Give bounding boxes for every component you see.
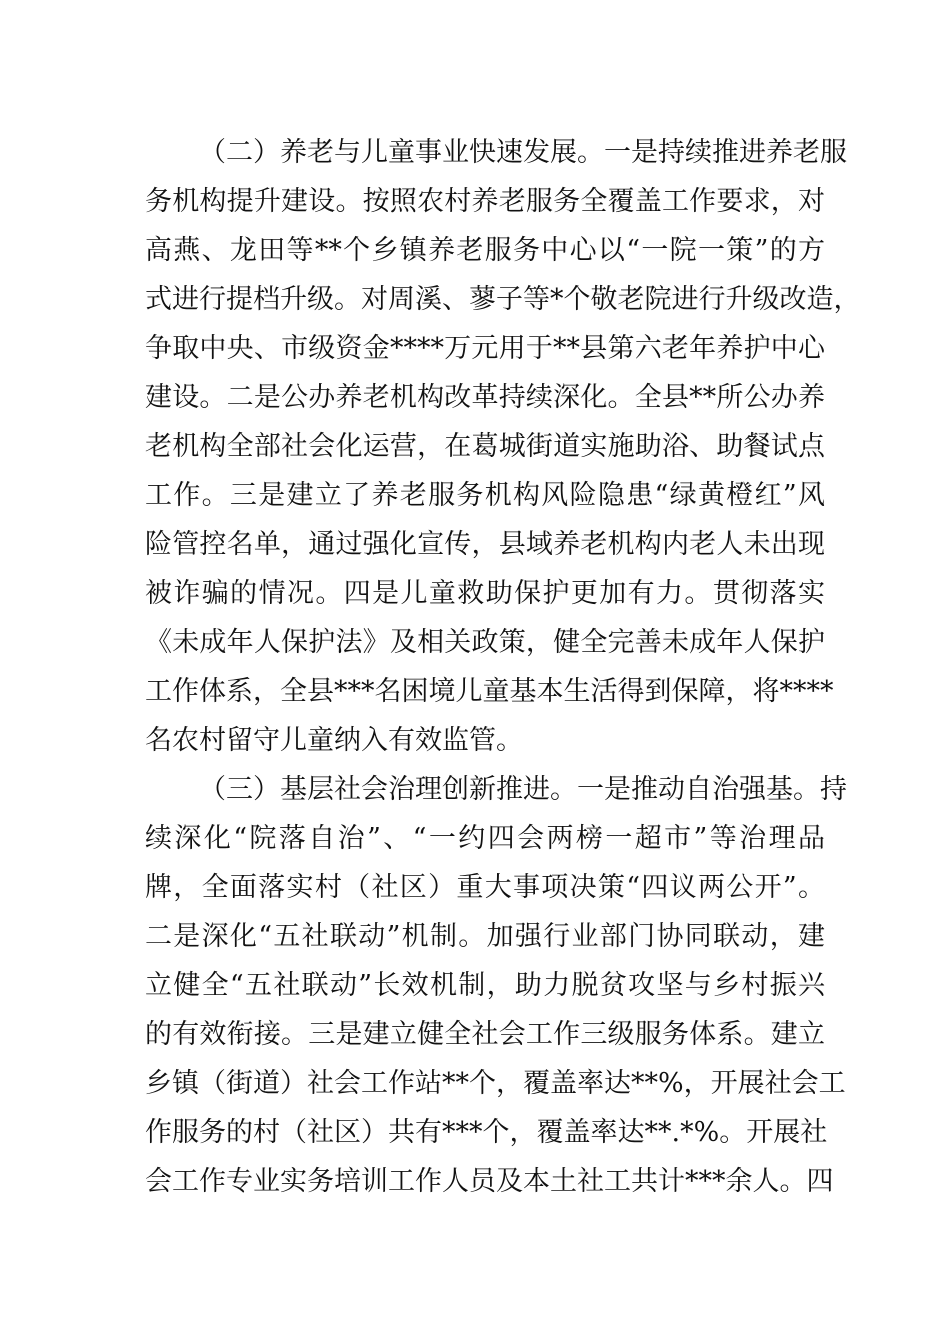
paragraph-3-line-5: 立健全“五社联动”长效机制，助力脱贫攻坚与乡村振兴 (145, 970, 825, 1001)
paragraph-2-line-1: （二）养老与儿童事业快速发展。一是持续推进养老服 (199, 137, 847, 168)
paragraph-3-line-1: （三）基层社会治理创新推进。一是推动自治强基。持 (199, 774, 847, 805)
paragraph-3-line-2: 续深化“院落自治”、“一约四会两榜一超市”等治理品 (145, 823, 825, 854)
paragraph-2-line-12: 工作体系，全县***名困境儿童基本生活得到保障，将**** (145, 676, 834, 707)
paragraph-3-line-3: 牌，全面落实村（社区）重大事项决策“四议两公开”。 (145, 872, 825, 903)
paragraph-2-line-11: 《未成年人保护法》及相关政策，健全完善未成年人保护 (145, 627, 825, 658)
paragraph-2-line-8: 工作。三是建立了养老服务机构风险隐患“绿黄橙红”风 (145, 480, 825, 511)
paragraph-2-line-2: 务机构提升建设。按照农村养老服务全覆盖工作要求，对 (145, 186, 825, 217)
paragraph-2-line-13: 名农村留守儿童纳入有效监管。 (145, 725, 523, 756)
document-body (145, 128, 861, 1206)
paragraph-2-line-5: 争取中央、市级资金****万元用于**县第六老年养护中心 (145, 333, 825, 364)
paragraph-3-line-6: 的有效衔接。三是建立健全社会工作三级服务体系。建立 (145, 1019, 825, 1050)
paragraph-2-line-6: 建设。二是公办养老机构改革持续深化。全县**所公办养 (145, 382, 825, 413)
paragraph-3-line-4: 二是深化“五社联动”机制。加强行业部门协同联动，建 (145, 921, 825, 952)
paragraph-3-line-9: 会工作专业实务培训工作人员及本土社工共计***余人。四 (145, 1166, 834, 1197)
paragraph-2-line-4: 式进行提档升级。对周溪、蓼子等*个敬老院进行升级改造， (145, 284, 861, 315)
paragraph-3-line-8: 作服务的村（社区）共有***个，覆盖率达**.*%。开展社 (145, 1117, 828, 1148)
paragraph-2-line-9: 险管控名单，通过强化宣传，县域养老机构内老人未出现 (145, 529, 825, 560)
paragraph-2-line-10: 被诈骗的情况。四是儿童救助保护更加有力。贯彻落实 (145, 578, 825, 609)
paragraph-3-line-7: 乡镇（街道）社会工作站**个，覆盖率达**%，开展社会工 (145, 1068, 846, 1099)
paragraph-2-line-3: 高燕、龙田等**个乡镇养老服务中心以“一院一策”的方 (145, 235, 825, 266)
paragraph-2-line-7: 老机构全部社会化运营，在葛城街道实施助浴、助餐试点 (145, 431, 825, 462)
